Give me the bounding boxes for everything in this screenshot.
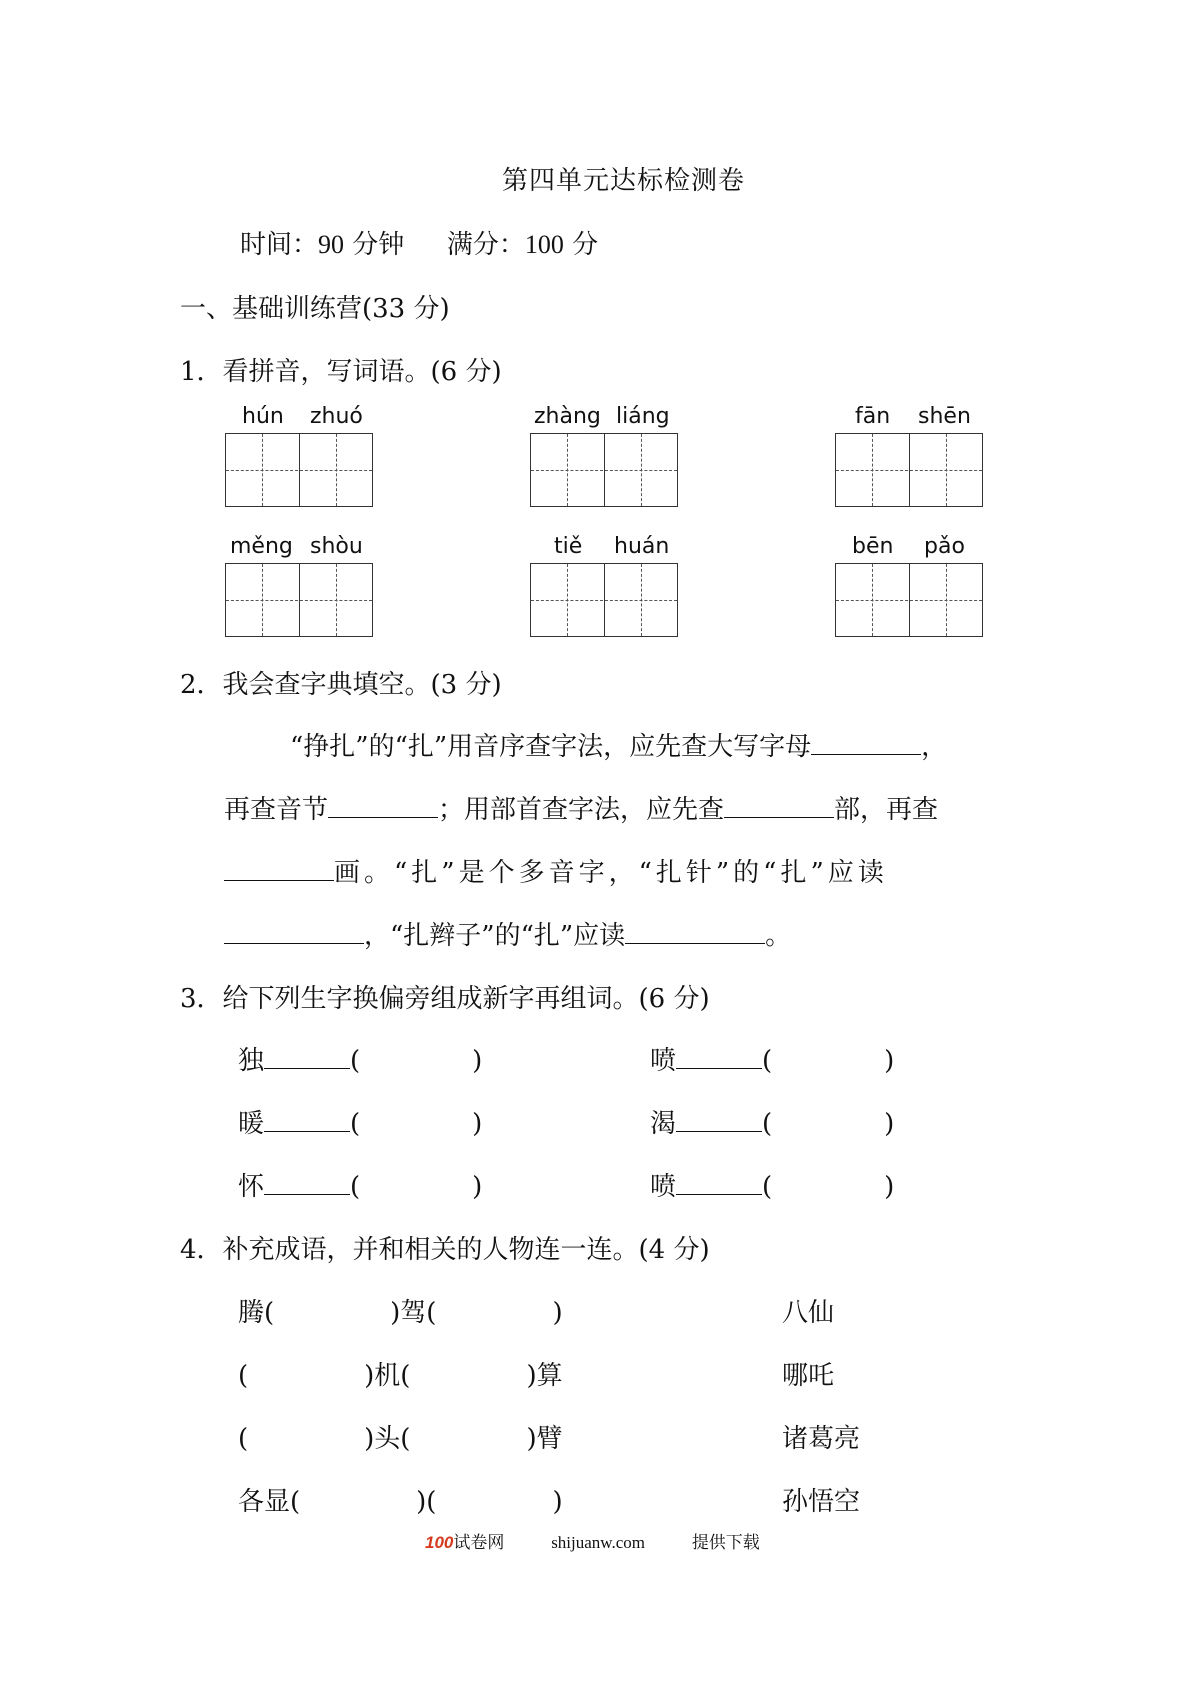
q3-item: 喷 ( ) — [650, 1046, 895, 1076]
q3-char: 独 — [238, 1046, 265, 1076]
pinyin: zhàng — [534, 404, 601, 429]
idiom-part: ) — [552, 1298, 563, 1328]
page-title: 第四单元达标检测卷 — [502, 166, 746, 196]
time-unit: 分钟 — [344, 230, 405, 260]
idiom-row — [238, 1292, 563, 1329]
tianzige-box[interactable] — [225, 433, 373, 507]
tianzige-box[interactable] — [530, 433, 678, 507]
tianzige-box[interactable] — [530, 563, 678, 637]
q3-item: 喷 ( ) — [650, 1172, 895, 1202]
pinyin: měng — [230, 534, 293, 559]
idiom-part: )驾( — [390, 1298, 437, 1328]
idiom-part: )算 — [526, 1361, 563, 1391]
q2-line — [224, 915, 791, 952]
q3-char: 暖 — [238, 1109, 265, 1139]
time-value: 90 — [318, 230, 345, 259]
score-label: 满分： — [446, 230, 525, 260]
q3-item: 暖 ( ) — [238, 1109, 483, 1139]
pinyin: shēn — [918, 404, 971, 429]
q3-char: 渴 — [650, 1109, 677, 1139]
answer-blank[interactable] — [676, 1131, 762, 1132]
q2-text: 部，再查 — [834, 795, 939, 825]
footer — [425, 1528, 760, 1553]
q1-heading: 1．看拼音，写词语。(6 分) — [180, 357, 502, 387]
q3-item: 渴 ( ) — [650, 1109, 895, 1139]
q2-line — [224, 852, 888, 889]
answer-blank[interactable] — [811, 754, 921, 755]
answer-blank[interactable] — [625, 943, 765, 944]
answer-blank[interactable] — [676, 1068, 762, 1069]
pinyin: huán — [614, 534, 670, 559]
answer-blank[interactable] — [676, 1194, 762, 1195]
site-logo: 100 — [425, 1533, 454, 1552]
idiom-row — [238, 1418, 563, 1455]
download-note: 提供下载 — [691, 1533, 760, 1553]
tianzige-box[interactable] — [835, 433, 983, 507]
pinyin: fān — [855, 404, 891, 429]
answer-blank[interactable] — [264, 1131, 350, 1132]
q2-text: ；用部首查字法，应先查 — [438, 795, 725, 825]
idiom-part: )( — [416, 1487, 437, 1517]
idiom-part: ( — [238, 1424, 249, 1454]
section-heading: 一、基础训练营(33 分) — [180, 294, 450, 324]
pinyin: hún — [242, 404, 284, 429]
pinyin: pǎo — [924, 534, 965, 559]
idiom-row — [238, 1481, 563, 1518]
idiom-part: 腾( — [238, 1298, 275, 1328]
q3-item: 怀 ( ) — [238, 1172, 483, 1202]
pinyin: liáng — [616, 404, 670, 429]
q2-text: ， — [921, 732, 948, 762]
site-url[interactable]: shijuanw.com — [551, 1533, 645, 1552]
idiom-part: ) — [552, 1487, 563, 1517]
q2-text: 画。“扎”是个多音字，“扎针”的“扎”应读 — [334, 858, 888, 888]
tianzige-box[interactable] — [225, 563, 373, 637]
answer-blank[interactable] — [224, 943, 364, 944]
tianzige-box[interactable] — [835, 563, 983, 637]
q2-line — [290, 726, 947, 763]
person-name[interactable]: 哪吒 — [782, 1361, 835, 1391]
q3-item: 独 ( ) — [238, 1046, 483, 1076]
time-label: 时间： — [240, 230, 319, 260]
person-name[interactable]: 八仙 — [782, 1298, 835, 1328]
pinyin: bēn — [852, 534, 894, 559]
q3-char: 喷 — [650, 1046, 677, 1076]
answer-blank[interactable] — [264, 1068, 350, 1069]
answer-blank[interactable] — [328, 817, 438, 818]
q3-heading: 3．给下列生字换偏旁组成新字再组词。(6 分) — [180, 984, 710, 1014]
q2-line — [224, 789, 938, 826]
score-value: 100 — [524, 230, 564, 259]
person-name[interactable]: 孙悟空 — [782, 1487, 861, 1517]
q2-text: “挣扎”的“扎”用音序查字法，应先查大写字母 — [290, 732, 812, 762]
idiom-part: )臂 — [526, 1424, 563, 1454]
site-name: 试卷网 — [453, 1533, 505, 1553]
idiom-part: )机( — [364, 1361, 411, 1391]
idiom-part: 各显( — [238, 1487, 301, 1517]
q4-heading: 4．补充成语，并和相关的人物连一连。(4 分) — [180, 1235, 710, 1265]
score-unit: 分 — [563, 230, 599, 260]
idiom-row — [238, 1355, 563, 1392]
pinyin: zhuó — [310, 404, 363, 429]
pinyin: shòu — [310, 534, 363, 559]
answer-blank[interactable] — [724, 817, 834, 818]
q3-char: 怀 — [238, 1172, 265, 1202]
answer-blank[interactable] — [264, 1194, 350, 1195]
pinyin: tiě — [554, 534, 583, 559]
idiom-part: )头( — [364, 1424, 411, 1454]
answer-blank[interactable] — [224, 880, 334, 881]
person-name[interactable]: 诸葛亮 — [782, 1424, 861, 1454]
q2-heading: 2．我会查字典填空。(3 分) — [180, 670, 502, 700]
q2-text: 。 — [765, 921, 792, 951]
q3-char: 喷 — [650, 1172, 677, 1202]
q2-text: ，“扎辫子”的“扎”应读 — [364, 921, 626, 951]
idiom-part: ( — [238, 1361, 249, 1391]
q2-text: 再查音节 — [224, 795, 329, 825]
exam-meta — [240, 224, 598, 261]
